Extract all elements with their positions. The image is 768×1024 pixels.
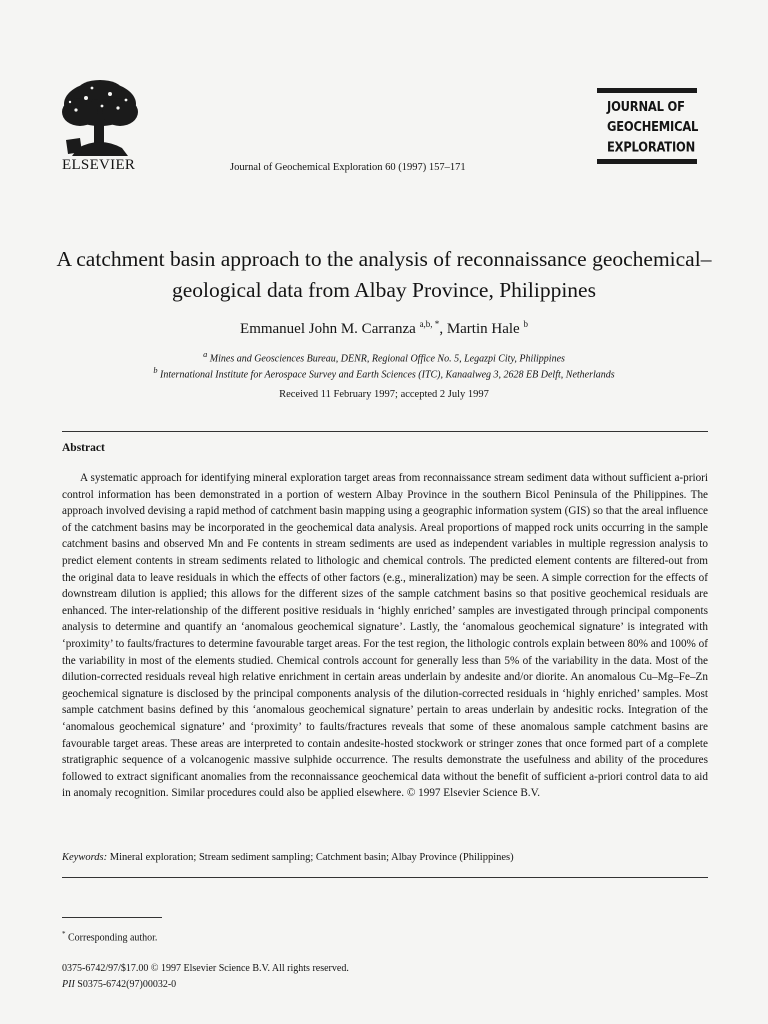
abstract-body: A systematic approach for identifying mineral exploration target areas from reconnaissance stream sediment data without sufficient a-priori control information has been demonstrated in a portion of western Albay Province in the southern Bicol Peninsula of the Philippines. The approach involved devising a rapid method of catchment basin mapping using a geographic information system (GIS) so that the areal influence of the catchment basins may be incorporated in the geochemical data analysis. Areal proportions of mapped rock units occurring in the sample catchment basins and observed Mn and Fe contents in stream sediments are used as independent variables in multiple regression analysis to predict element contents in stream sediments related to lithologic and chemical controls. The predicted element contents are filtered-out from the original data to leave residuals in which the effects of other factors (e.g., mineralization) may be seen. A simple correction for the effects of downstream dilution is applied; this allows for the different sizes of the sample catchment basins so that positive geochemical residuals are enhanced. The inter-relationship of the different positive residuals in ‘highly enriched’ samples are investigated through principal components analysis to determine and quantify an ‘anomalous geochemical signature’. Lastly, the ‘anomalous geochemical signature’ is integrated with ‘proximity’ to faults/fractures to determine favourable target areas. For the test region, the lithologic controls explain between 80% and 100% of the variability in most of the elements studied. Chemical controls account for generally less than 5% of the variability in the data. Most of the dilution-corrected residuals reveal high relative enrichment in certain areas underlain by andesite and/or diorite. An anomalous Cu–Mg–Fe–Zn geochemical signature is disclosed by the principal components analysis of the dilution-corrected residuals in ‘highly enriched’ samples. Most sample catchment basins defined by this ‘anomalous geochemical signature’ pertain to areas underlain by andesitic rocks. Integration of the ‘anomalous geochemical signature’ and ‘proximity’ to faults/fractures reveals that some of these anomalous sample catchment basins are favourable target areas. These areas are interpreted to contain andesite-hosted stockwork or stringer zones that once formed part of a complete stratigraphic sequence of a volcanogenic massive sulphide occurrence. The results demonstrate the usefulness and ability of the procedures followed to extract significant anomalies from the reconnaissance geochemical data without the benefit of sufficient a-priori control data to aid in anomaly recognition. Similar procedures could also be applied elsewhere. © 1997 Elsevier Science B.V.	[62, 472, 708, 800]
pii-line	[62, 979, 176, 990]
author-hale-marks: b	[523, 319, 528, 329]
author-separator: ,	[439, 321, 447, 337]
keywords	[62, 852, 708, 863]
affiliation-b-mark: b	[153, 366, 158, 375]
abstract-bottom-rule	[62, 877, 708, 878]
footnote-mark: *	[62, 930, 66, 938]
keywords-text: Mineral exploration; Stream sediment sampling; Catchment basin; Albay Province (Philippines)	[109, 852, 514, 863]
author-carranza-marks: a,b, *	[419, 319, 440, 329]
masthead-bottom-rule	[597, 159, 697, 164]
abstract-top-rule	[62, 431, 708, 432]
affiliation-a-text: Mines and Geosciences Bureau, DENR, Regional Office No. 5, Legazpi City, Philippines	[209, 353, 565, 365]
author-hale: Martin Hale	[446, 321, 520, 337]
journal-masthead	[597, 88, 697, 160]
received-dates: Received 11 February 1997; accepted 2 July 1997	[279, 389, 489, 400]
pii-label: PII	[62, 979, 75, 990]
copyright-line: 0375-6742/97/$17.00 © 1997 Elsevier Science B.V. All rights reserved.	[62, 963, 349, 974]
author-list	[50, 319, 718, 338]
affiliation-a-mark: a	[203, 350, 208, 359]
publisher-name: ELSEVIER	[62, 157, 136, 173]
author-carranza: Emmanuel John M. Carranza	[240, 321, 416, 337]
keywords-label: Keywords:	[62, 852, 108, 863]
article-title: A catchment basin approach to the analysis of reconnaissance geochemical–geological data from Albay Province, Philippines	[56, 247, 712, 302]
journal-citation: Journal of Geochemical Exploration 60 (1997) 157–171	[230, 162, 466, 173]
pii-value: S0375-6742(97)00032-0	[77, 979, 177, 990]
masthead-top-rule	[597, 88, 697, 93]
elsevier-tree-logo-icon	[58, 78, 142, 158]
affiliation-b-text: International Institute for Aerospace Survey and Earth Sciences (ITC), Kanaalweg 3, 2628 EB Delft, Netherlands	[160, 369, 615, 381]
journal-name: JOURNAL OF GEOCHEMICAL EXPLORATION	[607, 98, 699, 155]
footnote	[62, 930, 157, 943]
affiliation-a	[50, 350, 718, 364]
abstract-heading: Abstract	[62, 442, 105, 454]
footnote-text: Corresponding author.	[68, 932, 158, 944]
footnote-rule	[62, 917, 162, 918]
affiliation-b	[50, 366, 718, 380]
